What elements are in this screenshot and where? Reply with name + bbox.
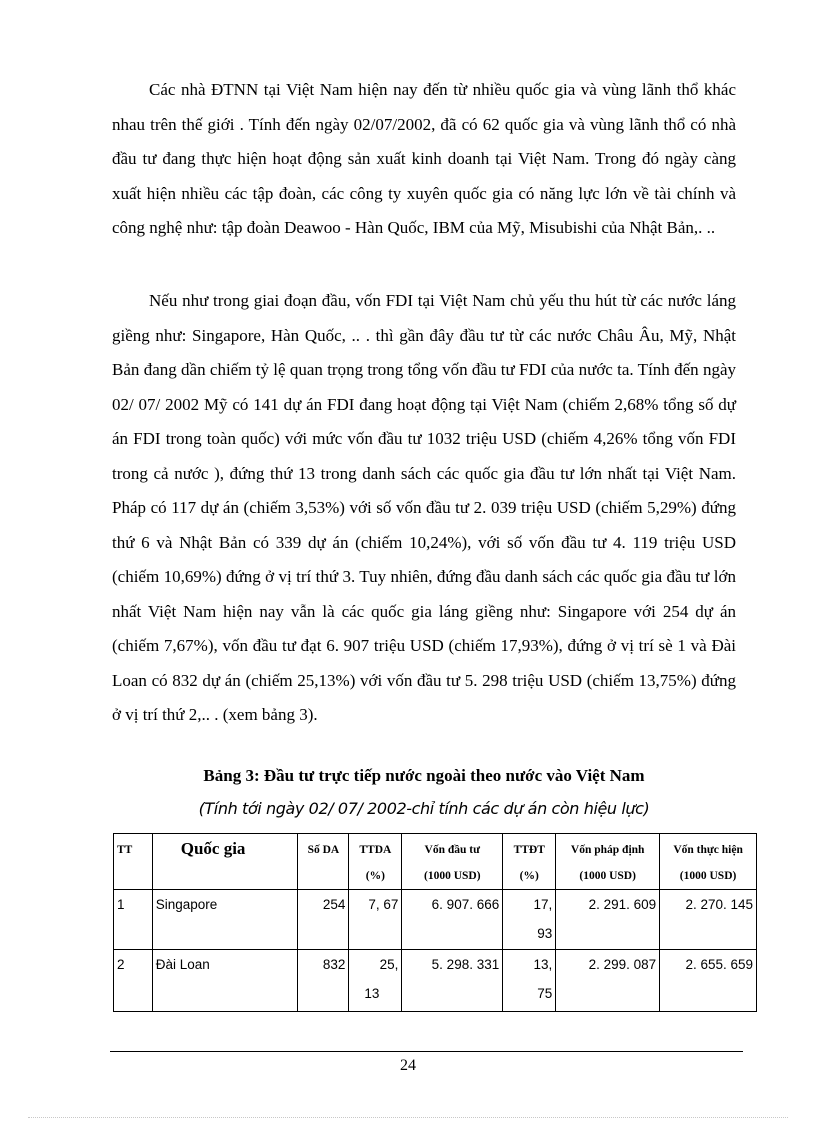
footer-rule [110, 1051, 743, 1052]
table-subtitle: (Tính tới ngày 02/ 07/ 2002-chỉ tính các dự án còn hiệu lực) [198, 799, 650, 818]
cell-ttdt-dec: 75 [537, 986, 553, 1001]
cell-ttdt-int: 17, [533, 897, 553, 912]
paragraph-2: Nếu như trong giai đoạn đầu, vốn FDI tại Việt Nam chủ yếu thu hút từ các nước láng giềng như: Singapore, Hàn Quốc, .. . thì gần đây đầu tư từ các nước Châu Âu, Mỹ, Nhật Bản đang dần chiếm tỷ lệ quan trọng trong tổng vốn đầu tư FDI của nước ta. Tính đến ngày 02/ 07/ 2002 Mỹ có 141 dự án FDI đang hoạt động tại Việt Nam (chiếm 2,68% tổng số dự án FDI trong toàn quốc) với mức vốn đầu tư 1032 triệu USD (chiếm 4,26% tổng vốn FDI trong cả nước ), đứng thứ 13 trong danh sách các quốc gia đầu tư lớn nhất tại Việt Nam. Pháp có 117 dự án (chiếm 3,53%) với số vốn đầu tư 2. 039 triệu USD (chiếm 5,29%) đứng thứ 6 và Nhật Bản có 339 dự án (chiếm 10,24%), với số vốn đầu tư 4. 119 triệu USD (chiếm 10,69%) đứng ở vị trí thứ 3. Tuy nhiên, đứng đầu danh sách các quốc gia đầu tư lớn nhất Việt Nam hiện nay vẫn là các quốc gia láng giềng như: Singapore với 254 dự án (chiếm 7,67%), vốn đầu tư đạt 6. 907 triệu USD (chiếm 17,93%), đứng ở vị trí sè 1 và Đài Loan có 832 dự án (chiếm 25,13%) với vốn đầu tư 5. 298 triệu USD (chiếm 13,75%) đứng ở vị trí thứ 2,.. . (xem bảng 3). [112, 291, 736, 724]
header-ttdt-label: TTĐT [513, 844, 545, 856]
header-von-dau-tu-unit: (1000 USD) [424, 870, 481, 882]
header-ttda-unit: (%) [365, 870, 385, 882]
cell-von-dau-tu: 5. 298. 331 [402, 950, 503, 1012]
cell-country: Đài Loan [152, 950, 298, 1012]
cell-ttda-dec: 13 [364, 986, 380, 1001]
cell-country: Singapore [152, 890, 298, 950]
table-header-row [114, 834, 757, 890]
paragraph-1: Các nhà ĐTNN tại Việt Nam hiện nay đến từ nhiều quốc gia và vùng lãnh thổ khác nhau trên thế giới . Tính đến ngày 02/07/2002, đã có 62 quốc gia và vùng lãnh thổ có nhà đầu tư đang thực hiện hoạt động sản xuất kinh doanh tại Việt Nam. Trong đó ngày càng xuất hiện nhiều các tập đoàn, các công ty xuyên quốc gia có năng lực lớn về tài chính và công nghệ như: tập đoàn Deawoo - Hàn Quốc, IBM của Mỹ, Misubishi của Nhật Bản,. .. [112, 80, 736, 237]
table-row [114, 890, 757, 950]
header-von-dau-tu [402, 834, 503, 890]
header-tt: TT [114, 834, 153, 890]
cell-tt: 1 [114, 890, 153, 950]
cell-ttda [349, 950, 402, 1012]
header-ttda-label: TTDA [359, 844, 392, 856]
header-ttdt [503, 834, 556, 890]
header-von-thuc-hien-unit: (1000 USD) [679, 870, 737, 882]
cell-tt: 2 [114, 950, 153, 1012]
cell-von-phap-dinh: 2. 291. 609 [556, 890, 660, 950]
table-title: Bảng 3: Đầu tư trực tiếp nước ngoài theo nước vào Việt Nam [203, 766, 645, 785]
header-so-da-label: Số DA [307, 844, 340, 856]
cell-von-thuc-hien: 2. 270. 145 [660, 890, 757, 950]
header-country: Quốc gia [152, 834, 298, 890]
table-row [114, 950, 757, 1012]
header-ttdt-unit: (%) [519, 870, 539, 882]
cell-ttda: 7, 67 [349, 890, 402, 950]
page-number: 24 [400, 1057, 416, 1074]
cell-ttdt-int: 13, [533, 957, 553, 972]
page-edge-dots [28, 1117, 788, 1118]
header-so-da [298, 834, 349, 890]
header-von-thuc-hien-label: Vốn thực hiện [673, 844, 743, 856]
cell-so-da: 832 [298, 950, 349, 1012]
header-von-phap-dinh [556, 834, 660, 890]
cell-so-da: 254 [298, 890, 349, 950]
header-ttda [349, 834, 402, 890]
cell-ttda-int: 25, [379, 957, 399, 972]
fdi-table [113, 833, 757, 1012]
cell-von-dau-tu: 6. 907. 666 [402, 890, 503, 950]
header-von-dau-tu-label: Vốn đầu tư [424, 844, 481, 856]
cell-von-phap-dinh: 2. 299. 087 [556, 950, 660, 1012]
header-von-phap-dinh-unit: (1000 USD) [579, 870, 636, 882]
header-von-phap-dinh-label: Vốn pháp định [570, 844, 645, 856]
cell-ttdt [503, 950, 556, 1012]
header-von-thuc-hien [660, 834, 757, 890]
cell-ttdt-dec: 93 [537, 926, 553, 941]
cell-von-thuc-hien: 2. 655. 659 [660, 950, 757, 1012]
cell-ttdt [503, 890, 556, 950]
